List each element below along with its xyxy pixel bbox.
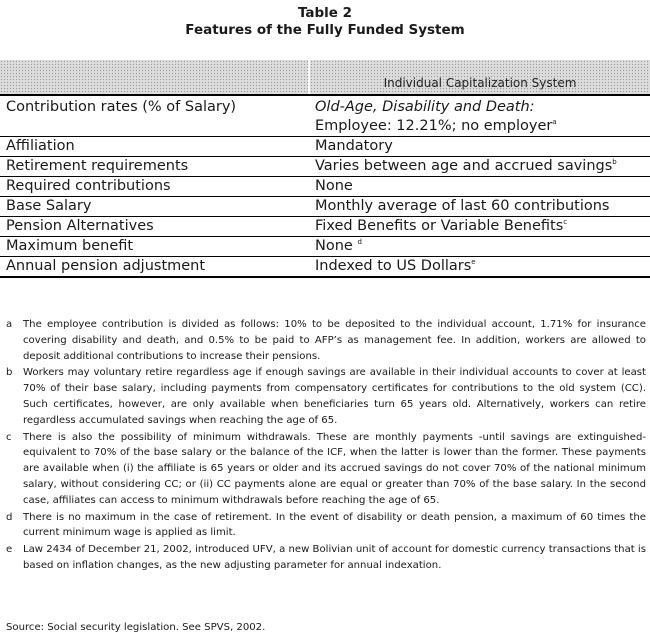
row-label: Pension Alternatives bbox=[0, 217, 309, 237]
row-label: Base Salary bbox=[0, 197, 309, 217]
table-row bbox=[0, 157, 650, 177]
row-value: None $^d$ bbox=[309, 237, 650, 257]
row-value bbox=[309, 95, 650, 137]
footnote-marker: c bbox=[563, 218, 568, 227]
table-header-row bbox=[0, 60, 650, 95]
footnote-text: There is also the possibility of minimum withdrawals. These are monthly payments -until savings are extinguished- equivalent to 70% of the base salary or the balance of the ICF, when the latter is lower than the former. These payments are available when (i) the affiliate is 65 years or older and its accrued savings do not cover 70% of the national minimum salary, without considering CC; or (ii) CC payments alone are equal or greater than 70% of the base salary. In the second case, affiliates can access to minimum withdrawals before reaching the age of 65. bbox=[23, 431, 646, 506]
header-blank-cell bbox=[0, 60, 309, 95]
row-label: Contribution rates (% of Salary) bbox=[0, 95, 309, 137]
row-value: Mandatory bbox=[309, 137, 650, 157]
row-label: Affiliation bbox=[0, 137, 309, 157]
row-value: Fixed Benefits or Variable Benefits$^c$ bbox=[309, 217, 650, 237]
footnote bbox=[6, 542, 646, 574]
footnote-text: Law 2434 of December 21, 2002, introduced UFV, a new Bolivian unit of account for domestic currency transactions that is based on inflation changes, as the new adjusting parameter for annual indexation. bbox=[23, 544, 646, 571]
table-row bbox=[0, 177, 650, 197]
table-row bbox=[0, 237, 650, 257]
row-label: Retirement requirements bbox=[0, 157, 309, 177]
footnote-letter: a bbox=[6, 319, 13, 330]
footnote-letter: c bbox=[6, 431, 12, 443]
table-title bbox=[0, 0, 650, 39]
row-label: Required contributions bbox=[0, 177, 309, 197]
row-value: Indexed to US Dollars$^e$ bbox=[309, 257, 650, 278]
footnote-marker: d bbox=[357, 238, 362, 247]
header-system-cell bbox=[309, 60, 650, 95]
footnote-letter: e bbox=[6, 544, 13, 556]
footnote bbox=[6, 317, 646, 364]
row-value-detail: Employee: 12.21%; no employer$^a$ bbox=[315, 118, 557, 134]
row-label: Maximum benefit bbox=[0, 237, 309, 257]
footnote-text: Workers may voluntary retire regardless age if enough savings are available in their individual accounts to cover at least 70% of their base salary, including payments from compensatory certificates for contributions to the old system (CC). Such certificates, however, are only available when beneficiaries turn 65 years old. Alternatively, workers can retire regardless accumulated savings when reaching the age of 65. bbox=[23, 367, 646, 426]
table-row bbox=[0, 217, 650, 237]
footnote-letter: b bbox=[6, 367, 13, 379]
row-value: None bbox=[309, 177, 650, 197]
footnote-text: There is no maximum in the case of retirement. In the event of disability or death pension, a maximum of 60 times the current minimum wage is applied as limit. bbox=[23, 511, 646, 539]
table-row bbox=[0, 137, 650, 157]
table-row bbox=[0, 197, 650, 217]
footnote bbox=[6, 365, 646, 428]
features-table bbox=[0, 60, 650, 278]
footnote bbox=[6, 430, 646, 509]
footnote-letter: d bbox=[6, 511, 13, 523]
footnote-marker: a bbox=[552, 118, 557, 127]
row-label: Annual pension adjustment bbox=[0, 257, 309, 278]
table-number: Table 2 bbox=[297, 5, 353, 21]
row-value-heading: Old-Age, Disability and Death: bbox=[315, 99, 535, 115]
source-note: Source: Social security legislation. See SPVS, 2002. bbox=[6, 622, 266, 633]
row-value: Varies between age and accrued savings$^b$ bbox=[309, 157, 650, 177]
header-system-label: Individual Capitalization System bbox=[383, 76, 577, 90]
footnote-marker: b bbox=[612, 158, 617, 167]
footnote-text: The employee contribution is divided as follows: 10% to be deposited to the individual account, 1.71% for insurance covering disability and death, and 0.5% to be paid to AFP’s as management fee. In addition, workers are allowed to deposit additional contributions to increase their pensions. bbox=[23, 319, 646, 362]
table-caption: Features of the Fully Funded System bbox=[185, 22, 465, 38]
footnotes bbox=[6, 317, 646, 575]
table-row bbox=[0, 95, 650, 137]
table-row bbox=[0, 257, 650, 278]
row-value: Monthly average of last 60 contributions bbox=[309, 197, 650, 217]
footnote-marker: e bbox=[471, 258, 476, 267]
footnote bbox=[6, 510, 646, 542]
